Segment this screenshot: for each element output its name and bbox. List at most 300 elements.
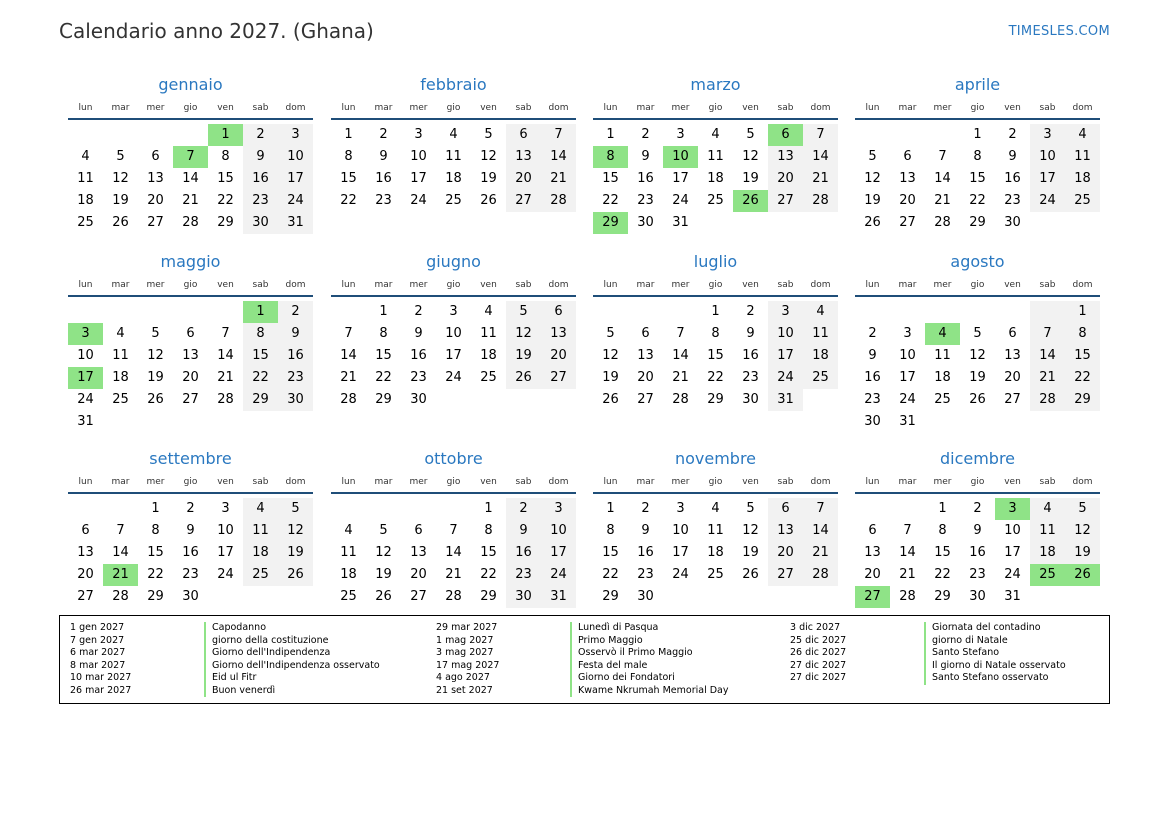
day-grid [855,124,1100,234]
empty-cell [663,301,698,323]
day-cell: 18 [707,545,724,560]
holiday-name: Primo Maggio [570,635,793,648]
day-cell: 23 [637,193,654,208]
day-cell: 2 [379,127,388,142]
weekday-label: gio [708,103,723,113]
day-cell: 30 [506,586,541,608]
day-cell: 9 [868,348,877,363]
holiday-day-cell: 6 [768,124,803,146]
holiday-day-cell: 8 [593,146,628,168]
day-cell: 18 [803,345,838,367]
holiday-name: Giorno dell'Indipendenza [204,647,442,660]
empty-cell [995,301,1030,323]
legend-row [436,660,793,673]
day-cell: 18 [445,171,462,186]
day-cell: 26 [742,567,759,582]
weekday-label: mer [409,103,428,113]
day-cell: 17 [1004,545,1021,560]
day-cell: 30 [637,215,654,230]
day-cell: 20 [637,370,654,385]
holiday-day-cell: 3 [68,323,103,345]
empty-cell [803,389,838,411]
holiday-name: Il giorno di Natale osservato [924,660,1132,673]
empty-cell [278,411,313,433]
holiday-date: 8 mar 2027 [70,659,126,671]
empty-cell [925,411,960,433]
day-cell: 19 [742,171,759,186]
day-cell: 16 [637,545,654,560]
day-cell: 21 [934,193,951,208]
day-cell: 4 [484,304,493,319]
empty-cell [1065,411,1100,433]
day-cell: 16 [969,545,986,560]
holiday-legend [59,615,1110,704]
day-cell: 11 [112,348,129,363]
holiday-name: Osservò il Primo Maggio [570,647,793,660]
day-cell: 19 [147,370,164,385]
holiday-day-cell: 27 [855,586,890,608]
day-cell: 19 [1065,542,1100,564]
day-cell: 4 [1030,498,1065,520]
weekday-label: lun [865,103,880,113]
weekday-label: ven [742,280,759,290]
empty-cell [1030,301,1065,323]
day-cell: 27 [147,215,164,230]
day-cell: 5 [868,149,877,164]
legend-row [70,685,442,698]
day-cell: 11 [77,171,94,186]
holiday-day-cell: 21 [103,564,138,586]
weekday-label: dom [285,477,306,487]
day-cell: 29 [1065,389,1100,411]
day-cell: 8 [1065,323,1100,345]
day-cell: 1 [1065,301,1100,323]
day-cell: 12 [742,523,759,538]
month-marzo [593,75,838,234]
day-cell: 5 [379,523,388,538]
holiday-name: Eid ul Fitr [204,672,442,685]
weekday-label: mer [671,280,690,290]
legend-row [436,685,793,698]
day-cell: 12 [742,149,759,164]
day-cell: 19 [112,193,129,208]
day-cell: 10 [217,523,234,538]
day-cell: 24 [768,367,803,389]
day-cell: 11 [707,523,724,538]
weekday-label: ven [742,477,759,487]
day-cell: 21 [803,542,838,564]
day-cell: 12 [1065,520,1100,542]
day-cell: 4 [711,127,720,142]
day-cell: 1 [484,501,493,516]
day-grid [68,498,313,608]
day-cell: 6 [1008,326,1017,341]
day-cell: 26 [375,589,392,604]
site-link[interactable]: TIMESLES.COM [1008,24,1110,39]
day-cell: 17 [445,348,462,363]
day-cell: 6 [541,301,576,323]
day-cell: 19 [480,171,497,186]
day-cell: 18 [480,348,497,363]
day-cell: 18 [77,193,94,208]
day-cell: 15 [243,345,278,367]
weekday-label: mer [409,477,428,487]
day-cell: 14 [899,545,916,560]
day-grid [593,498,838,608]
weekday-label: mer [933,477,952,487]
day-cell: 22 [243,367,278,389]
weekday-label: sab [777,280,794,290]
day-cell: 10 [768,323,803,345]
legend-row [70,660,442,673]
month-febbraio [331,75,576,212]
day-cell: 19 [278,542,313,564]
day-cell: 6 [186,326,195,341]
day-grid [331,498,576,608]
day-cell: 12 [506,323,541,345]
month-agosto [855,252,1100,433]
day-cell: 7 [676,326,685,341]
day-cell: 24 [541,564,576,586]
empty-cell [331,498,366,520]
holiday-date: 3 dic 2027 [790,622,841,633]
day-cell: 17 [899,370,916,385]
day-cell: 9 [379,149,388,164]
legend-row [436,622,793,635]
weekday-label: mar [636,280,655,290]
day-cell: 26 [147,392,164,407]
day-cell: 20 [410,567,427,582]
empty-cell [855,124,890,146]
day-cell: 7 [803,124,838,146]
day-cell: 28 [340,392,357,407]
day-cell: 14 [541,146,576,168]
day-cell: 9 [973,523,982,538]
day-cell: 26 [602,392,619,407]
empty-cell [628,301,663,323]
day-cell: 11 [934,348,951,363]
day-cell: 5 [278,498,313,520]
day-cell: 17 [278,168,313,190]
day-cell: 12 [602,348,619,363]
weekday-label: mer [146,103,165,113]
weekday-label: sab [777,477,794,487]
day-cell: 1 [938,501,947,516]
empty-cell [890,124,925,146]
day-cell: 25 [803,367,838,389]
day-cell: 30 [637,589,654,604]
day-cell: 7 [1030,323,1065,345]
day-cell: 31 [77,414,94,429]
day-cell: 22 [375,370,392,385]
day-cell: 20 [182,370,199,385]
empty-cell [1030,212,1065,234]
day-cell: 27 [182,392,199,407]
day-cell: 1 [344,127,353,142]
holiday-name: Santo Stefano [924,647,1132,660]
day-cell: 19 [375,567,392,582]
day-cell: 2 [278,301,313,323]
day-cell: 12 [480,149,497,164]
holiday-day-cell: 1 [208,124,243,146]
weekday-label: ven [217,477,234,487]
legend-row [70,647,442,660]
month-giugno [331,252,576,411]
weekday-label: mer [146,477,165,487]
weekday-label: gio [708,477,723,487]
weekday-label: mar [111,280,130,290]
day-cell: 29 [707,392,724,407]
day-cell: 20 [768,542,803,564]
day-cell: 28 [672,392,689,407]
holiday-day-cell: 7 [173,146,208,168]
day-cell: 23 [375,193,392,208]
legend-row [790,622,1132,635]
day-cell: 8 [151,523,160,538]
weekday-label: dom [1072,103,1093,113]
day-cell: 10 [410,149,427,164]
weekday-label: sab [515,280,532,290]
day-cell: 16 [1004,171,1021,186]
day-cell: 7 [803,498,838,520]
day-cell: 20 [77,567,94,582]
empty-cell [138,124,173,146]
empty-cell [768,212,803,234]
day-cell: 11 [445,149,462,164]
empty-cell [243,586,278,608]
day-cell: 8 [973,149,982,164]
month-title: gennaio [158,75,223,94]
empty-cell [890,301,925,323]
day-cell: 7 [903,523,912,538]
empty-cell [208,586,243,608]
day-cell: 26 [506,367,541,389]
day-cell: 25 [112,392,129,407]
day-cell: 30 [864,414,881,429]
holiday-date: 26 mar 2027 [70,684,132,696]
day-cell: 19 [969,370,986,385]
empty-cell [208,301,243,323]
empty-cell [803,212,838,234]
weekday-label: mer [933,280,952,290]
day-cell: 24 [899,392,916,407]
months-grid [68,0,1101,610]
day-cell: 16 [637,171,654,186]
empty-cell [1065,212,1100,234]
day-cell: 10 [1030,146,1065,168]
weekday-header [68,277,313,297]
weekday-label: gio [446,477,461,487]
legend-column [70,622,442,697]
day-cell: 2 [973,501,982,516]
holiday-date: 6 mar 2027 [70,647,126,658]
weekday-label: dom [548,477,569,487]
legend-row [70,672,442,685]
day-cell: 15 [340,171,357,186]
day-cell: 15 [1065,345,1100,367]
day-cell: 14 [445,545,462,560]
empty-cell [103,498,138,520]
day-cell: 28 [934,215,951,230]
holiday-day-cell: 3 [995,498,1030,520]
day-cell: 27 [899,215,916,230]
holiday-name: giorno di Natale [924,635,1132,648]
empty-cell [436,498,471,520]
holiday-name: Festa del male [570,660,793,673]
day-cell: 5 [484,127,493,142]
day-cell: 11 [803,323,838,345]
holiday-date: 25 dic 2027 [790,634,847,646]
day-cell: 3 [414,127,423,142]
day-cell: 8 [221,149,230,164]
weekday-label: gio [183,477,198,487]
day-cell: 22 [602,193,619,208]
day-cell: 21 [217,370,234,385]
day-cell: 2 [243,124,278,146]
day-cell: 9 [243,146,278,168]
empty-cell [803,586,838,608]
holiday-date: 26 dic 2027 [790,647,847,658]
day-cell: 18 [243,542,278,564]
weekday-label: mar [898,103,917,113]
holiday-date: 27 dic 2027 [790,672,847,683]
empty-cell [698,212,733,234]
day-cell: 21 [445,567,462,582]
day-cell: 3 [541,498,576,520]
day-cell: 28 [217,392,234,407]
weekday-label: gio [183,280,198,290]
day-cell: 10 [672,523,689,538]
day-cell: 16 [182,545,199,560]
day-cell: 11 [1030,520,1065,542]
day-cell: 13 [768,520,803,542]
empty-cell [173,124,208,146]
day-cell: 2 [414,304,423,319]
month-title: agosto [950,252,1005,271]
day-cell: 24 [1030,190,1065,212]
empty-cell [733,586,768,608]
day-cell: 16 [278,345,313,367]
day-cell: 4 [1065,124,1100,146]
day-cell: 4 [116,326,125,341]
day-cell: 13 [506,146,541,168]
weekday-label: sab [1039,103,1056,113]
weekday-label: mar [898,280,917,290]
day-cell: 24 [1004,567,1021,582]
day-cell: 9 [746,326,755,341]
day-cell: 14 [217,348,234,363]
day-cell: 24 [217,567,234,582]
day-cell: 16 [742,348,759,363]
page-title: Calendario anno 2027. (Ghana) [59,19,374,43]
day-cell: 17 [217,545,234,560]
weekday-label: sab [515,477,532,487]
day-cell: 28 [899,589,916,604]
weekday-label: dom [548,103,569,113]
day-cell: 4 [81,149,90,164]
empty-cell [960,301,995,323]
weekday-label: dom [1072,280,1093,290]
day-cell: 8 [243,323,278,345]
weekday-label: mar [636,103,655,113]
day-cell: 9 [414,326,423,341]
empty-cell [436,389,471,411]
empty-cell [138,301,173,323]
day-cell: 7 [344,326,353,341]
day-cell: 2 [506,498,541,520]
day-cell: 16 [410,348,427,363]
day-cell: 27 [506,190,541,212]
day-cell: 26 [864,215,881,230]
day-cell: 8 [484,523,493,538]
day-cell: 12 [969,348,986,363]
day-cell: 13 [410,545,427,560]
month-luglio [593,252,838,411]
day-cell: 13 [541,323,576,345]
weekday-label: mer [146,280,165,290]
empty-cell [855,301,890,323]
day-cell: 27 [541,367,576,389]
day-cell: 6 [414,523,423,538]
day-cell: 2 [186,501,195,516]
weekday-label: ven [217,280,234,290]
day-cell: 28 [541,190,576,212]
month-aprile [855,75,1100,234]
day-cell: 3 [221,501,230,516]
weekday-label: dom [548,280,569,290]
month-settembre [68,449,313,608]
weekday-label: ven [480,103,497,113]
holiday-name: Kwame Nkrumah Memorial Day [570,685,793,698]
empty-cell [890,498,925,520]
day-cell: 28 [112,589,129,604]
weekday-label: sab [252,280,269,290]
empty-cell [995,411,1030,433]
day-grid [68,124,313,234]
day-cell: 24 [410,193,427,208]
day-cell: 30 [182,589,199,604]
holiday-name: Santo Stefano osservato [924,672,1132,685]
empty-cell [733,212,768,234]
weekday-label: ven [742,103,759,113]
day-cell: 3 [676,501,685,516]
weekday-label: lun [78,280,93,290]
holiday-day-cell: 10 [663,146,698,168]
holiday-name: giorno della costituzione [204,635,442,648]
day-cell: 6 [506,124,541,146]
weekday-label: ven [1004,280,1021,290]
day-cell: 21 [340,370,357,385]
day-cell: 26 [112,215,129,230]
day-cell: 1 [379,304,388,319]
weekday-label: mer [671,477,690,487]
month-title: marzo [690,75,741,94]
day-cell: 22 [217,193,234,208]
day-cell: 28 [445,589,462,604]
day-cell: 22 [1065,367,1100,389]
day-cell: 24 [672,193,689,208]
day-cell: 22 [340,193,357,208]
empty-cell [1030,586,1065,608]
weekday-label: lun [341,103,356,113]
day-cell: 15 [480,545,497,560]
day-cell: 2 [1008,127,1017,142]
day-cell: 19 [864,193,881,208]
day-cell: 3 [903,326,912,341]
day-cell: 30 [1004,215,1021,230]
holiday-date: 17 mag 2027 [436,659,500,671]
day-cell: 15 [602,545,619,560]
